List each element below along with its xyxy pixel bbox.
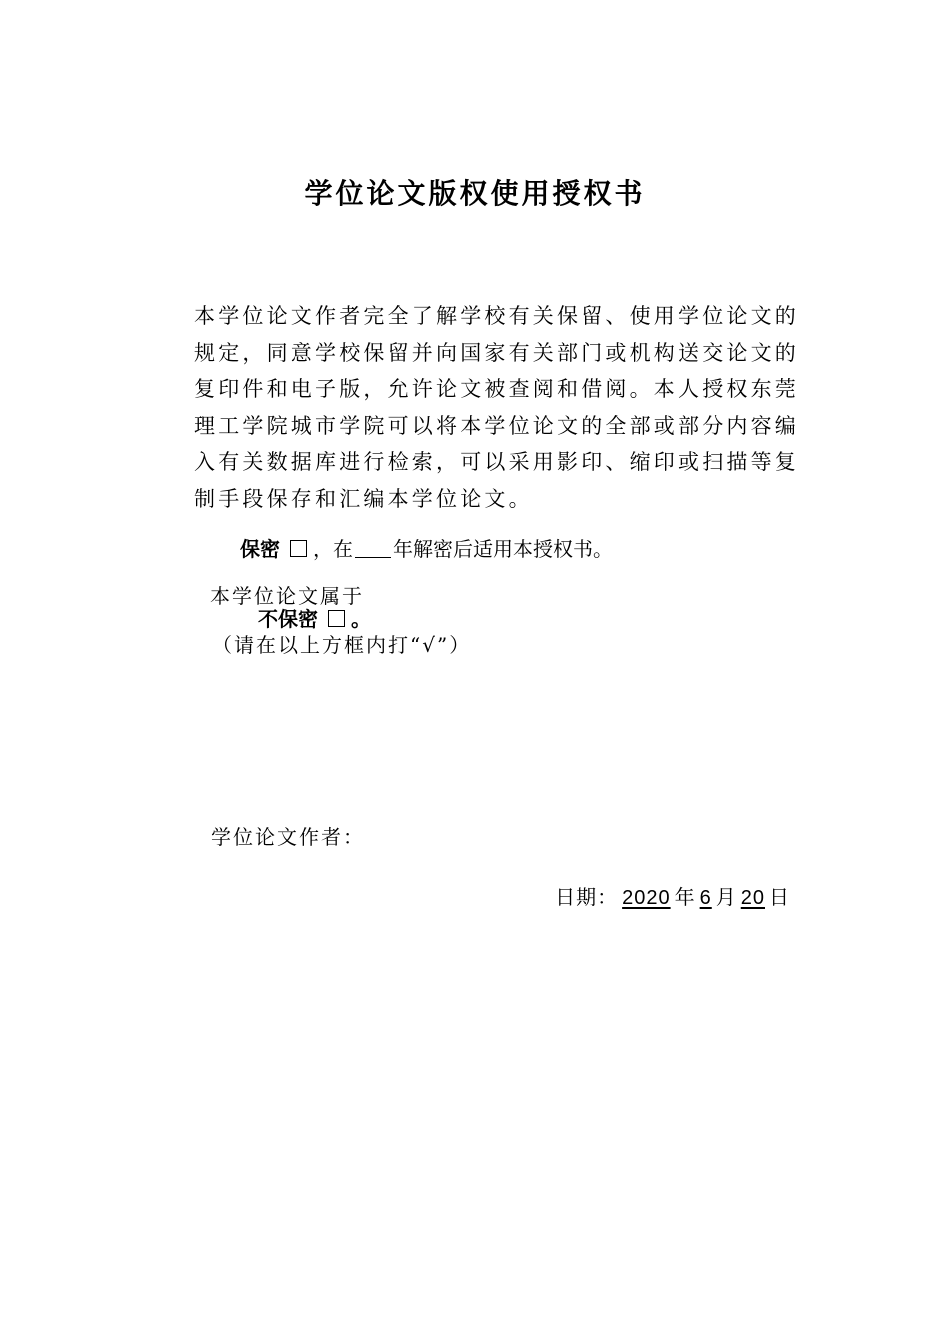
statement-line: 复印件和电子版，允许论文被查阅和借阅。本人授权东莞 (194, 377, 799, 401)
date-day-unit: 日 (769, 885, 790, 909)
date-label: 日期： (555, 885, 619, 909)
date-month-unit: 月 (715, 885, 737, 909)
checkbox-hint: （请在以上方框内打“√”） (212, 633, 472, 657)
statement-line: 入有关数据库进行检索，可以采用影印、缩印或扫描等复 (194, 450, 799, 474)
secret-option-row (240, 535, 613, 563)
non-secret-option-row (258, 605, 371, 633)
secret-prefix: 在 (333, 537, 353, 561)
non-secret-period: 。 (351, 607, 371, 631)
signature-date (555, 883, 790, 912)
secret-suffix: 年解密后适用本授权书。 (393, 537, 613, 561)
secret-label: 保密 (240, 537, 280, 561)
secret-comma: ， (313, 537, 333, 561)
secret-years-field[interactable] (355, 539, 391, 558)
non-secret-label: 不保密 (258, 607, 318, 631)
statement-line: 理工学院城市学院可以将本学位论文的全部或部分内容编 (194, 413, 799, 438)
secret-checkbox[interactable] (290, 540, 307, 557)
statement-line: 规定，同意学校保留并向国家有关部门或机构送交论文的 (194, 340, 799, 365)
statement-line: 本学位论文作者完全了解学校有关保留、使用学位论文的 (194, 304, 799, 328)
author-signature-label: 学位论文作者： (211, 825, 365, 849)
belong-label: 本学位论文属于 (210, 584, 364, 608)
date-year[interactable]: 2020 (622, 887, 671, 909)
document-title: 学位论文版权使用授权书 (304, 177, 646, 210)
date-day[interactable]: 20 (740, 887, 765, 909)
statement-line: 制手段保存和汇编本学位论文。 (194, 486, 533, 511)
authorization-statement (194, 298, 799, 517)
date-year-unit: 年 (674, 885, 696, 909)
non-secret-checkbox[interactable] (328, 610, 345, 627)
date-month[interactable]: 6 (699, 887, 712, 909)
